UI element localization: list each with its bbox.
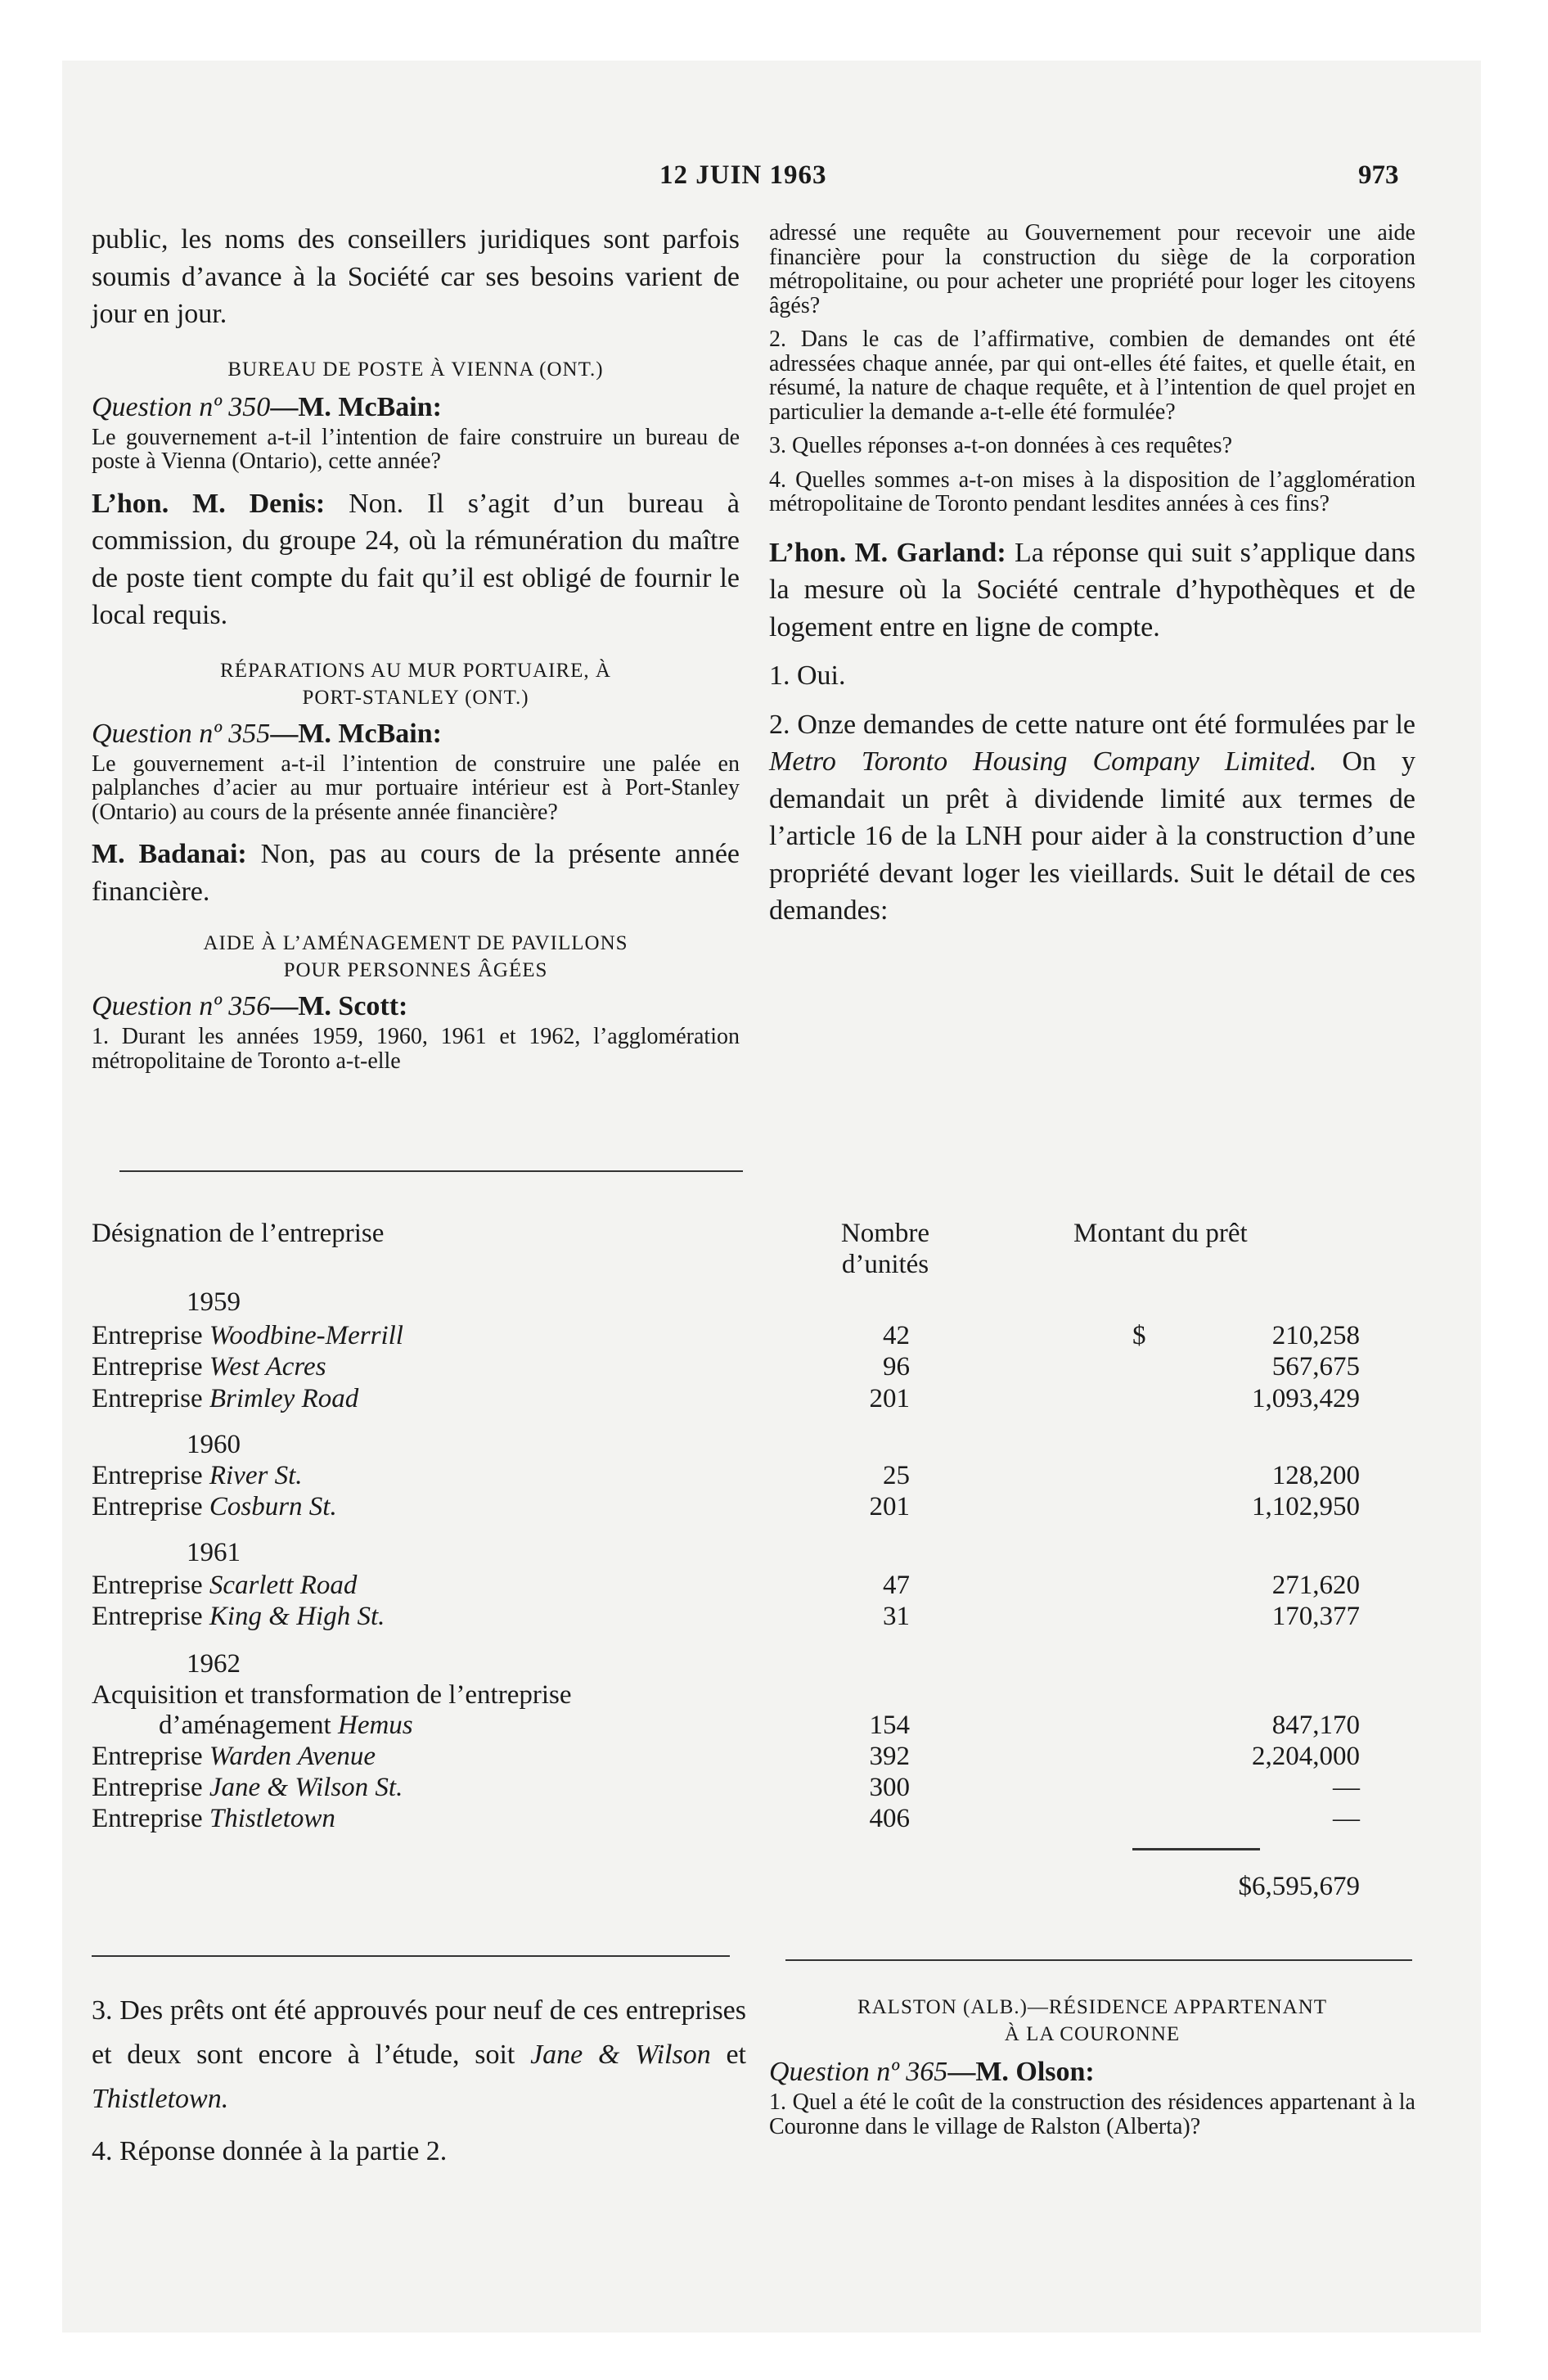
table-year: 1961 bbox=[187, 1538, 241, 1567]
table-row bbox=[92, 1491, 1401, 1522]
section-heading-aide-line1: AIDE À L’AMÉNAGEMENT DE PAVILLONS bbox=[203, 932, 628, 954]
table-end-rule-right bbox=[785, 1959, 1412, 1961]
section-heading-port-line2: PORT-STANLEY (ONT.) bbox=[302, 686, 529, 709]
question-350 bbox=[92, 390, 740, 426]
table-header-amount: Montant du prêt bbox=[1073, 1219, 1248, 1248]
question-350-text: Le gouvernement a-t-il l’intention de faire construire un bureau de poste à Vienna (Ontario), cette année? bbox=[92, 424, 740, 474]
table-cell-units: 42 bbox=[883, 1321, 910, 1350]
table-cell-units: 47 bbox=[883, 1571, 910, 1600]
question-356-part3: 3. Quelles réponses a-t-on données à ces requêtes? bbox=[769, 433, 1233, 458]
question-365-text: 1. Quel a été le coût de la construction des résidences appartenant à la Couronne dans le village de Ralston (Alberta)? bbox=[769, 2089, 1415, 2139]
bottom-right-block bbox=[769, 1994, 1415, 2139]
table-cell-amount: 2,204,000 bbox=[1252, 1742, 1360, 1771]
table-cell-amount: — bbox=[1333, 1804, 1360, 1833]
table-year-row bbox=[92, 1287, 1401, 1318]
right-column bbox=[769, 221, 1415, 930]
table-row bbox=[92, 1570, 1401, 1601]
page-number: 973 bbox=[1358, 160, 1399, 190]
table-cell-amount: 567,675 bbox=[1271, 1352, 1360, 1382]
section-heading-ralston-line1: RALSTON (ALB.)—RÉSIDENCE APPARTENANT bbox=[857, 1996, 1328, 2018]
table-total: $6,595,679 bbox=[1238, 1872, 1360, 1901]
answer-356 bbox=[769, 534, 1415, 647]
table-row bbox=[92, 1741, 1401, 1772]
table-cell-units: 406 bbox=[869, 1804, 910, 1833]
table-year-row bbox=[92, 1429, 1401, 1460]
table-cell-name: Entreprise Thistletown bbox=[92, 1804, 335, 1833]
column-end-rule bbox=[119, 1170, 743, 1172]
answer-356-part1: 1. Oui. bbox=[769, 660, 846, 691]
table-cell-name: Entreprise West Acres bbox=[92, 1352, 326, 1382]
table-cell-amount: 1,102,950 bbox=[1252, 1492, 1360, 1521]
total-rule bbox=[1132, 1848, 1260, 1850]
page-header-date: 12 JUIN 1963 bbox=[659, 160, 827, 190]
question-365 bbox=[769, 2054, 1415, 2090]
table-cell-dollar: $ bbox=[1132, 1321, 1146, 1350]
table-year: 1962 bbox=[187, 1649, 241, 1679]
table-row bbox=[92, 1679, 1401, 1711]
left-column bbox=[92, 221, 740, 1073]
table-row bbox=[92, 1772, 1401, 1803]
table-row bbox=[92, 1803, 1401, 1834]
answer-356-part3: 3. Des prêts ont été approuvés pour neuf de ces entreprises et deux sont encore à l’étude, soit Jane & Wilson et Thistletown. bbox=[92, 1995, 746, 2114]
table-cell-amount: 210,258 bbox=[1271, 1321, 1360, 1350]
answer-text: Non, pas au cours de la présente année financière. bbox=[92, 839, 740, 907]
answer-text: Non. Il s’agit d’un bureau à commission, du groupe 24, où la rémunération du maître de poste tient compte du fait qu’il est obligé de fournir le local requis. bbox=[92, 488, 740, 630]
table-cell-amount: 128,200 bbox=[1271, 1461, 1360, 1490]
question-mp: —M. Olson: bbox=[947, 2057, 1095, 2087]
table-row bbox=[92, 1320, 1401, 1351]
question-356-continued: adressé une requête au Gouvernement pour recevoir une aide financière pour la construction du siège de la corporation métropolitaine, ou pour acheter une propriété pour loger les citoyens âgés? bbox=[769, 220, 1415, 318]
question-mp: —M. Scott: bbox=[270, 991, 408, 1021]
company-name: Metro Toronto Housing Company Limited. bbox=[769, 746, 1317, 777]
answer-speaker: L’hon. M. Garland: bbox=[769, 537, 1006, 568]
question-number: Question nº 365 bbox=[769, 2057, 948, 2087]
answer-speaker: L’hon. M. Denis: bbox=[92, 488, 326, 519]
question-mp: —M. McBain: bbox=[270, 718, 442, 749]
intro-paragraph: public, les noms des conseillers juridiques sont parfois soumis d’avance à la Société car ses besoins varient de jour en jour. bbox=[92, 224, 740, 329]
table-header-name: Désignation de l’entreprise bbox=[92, 1219, 385, 1248]
table-cell-amount: — bbox=[1333, 1773, 1360, 1802]
table-cell-name: Entreprise Woodbine-Merrill bbox=[92, 1321, 403, 1350]
table-cell-amount: 271,620 bbox=[1271, 1571, 1360, 1600]
table-row bbox=[92, 1351, 1401, 1382]
table-row bbox=[92, 1460, 1401, 1491]
table-cell-units: 31 bbox=[883, 1602, 910, 1631]
table-cell-name: Entreprise Scarlett Road bbox=[92, 1571, 358, 1600]
answer-355 bbox=[92, 836, 740, 910]
table-cell-units: 201 bbox=[869, 1492, 910, 1521]
answer-text: La réponse qui suit s’applique dans la mesure où la Société centrale d’hypothèques et de logement entre en ligne de compte. bbox=[769, 537, 1415, 642]
question-356-part2: 2. Dans le cas de l’affirmative, combien de demandes ont été adressées chaque année, par qui ont-elles été faites, et quelle était, en résumé, la nature de chaque requête, et à l’intention de quel projet en particulier la demande a-t-elle été formulée? bbox=[769, 327, 1415, 425]
table-cell-name: Entreprise Cosburn St. bbox=[92, 1492, 337, 1521]
table-header-units: Nombre d’unités bbox=[840, 1219, 930, 1279]
question-356-part4: 4. Quelles sommes a-t-on mises à la disposition de l’agglomération métropolitaine de Toronto pendant lesdites années à ces fins? bbox=[769, 467, 1415, 516]
answer-356-part4: 4. Réponse donnée à la partie 2. bbox=[92, 2136, 448, 2166]
table-cell-name: Entreprise Brimley Road bbox=[92, 1384, 359, 1413]
table-row bbox=[92, 1383, 1401, 1414]
table-year: 1959 bbox=[187, 1287, 241, 1317]
section-heading-ralston-line2: À LA COURONNE bbox=[1004, 2023, 1181, 2045]
table-year-row bbox=[92, 1537, 1401, 1568]
table-year: 1960 bbox=[187, 1430, 241, 1459]
table-cell-amount: 170,377 bbox=[1271, 1602, 1360, 1631]
table-cell-units: 201 bbox=[869, 1384, 910, 1413]
answer-356-part2: 2. Onze demandes de cette nature ont été formulées par le Metro Toronto Housing Company Limited. On y demandait un prêt à dividende limité aux termes de l’article 16 de la LNH pour aider à la construction d’une propriété devant loger les vieillards. Suit le détail de ces demandes: bbox=[769, 709, 1416, 926]
question-number: Question nº 356 bbox=[92, 991, 271, 1021]
answer-350 bbox=[92, 485, 740, 634]
section-heading-aide-line2: POUR PERSONNES ÂGÉES bbox=[283, 959, 548, 981]
question-356 bbox=[92, 989, 740, 1025]
question-355-text: Le gouvernement a-t-il l’intention de construire une palée en palplanches d’acier au mur portuaire intérieur est à Port-Stanley (Ontario) au cours de la présente année financière? bbox=[92, 751, 740, 825]
table-cell-name: Entreprise River St. bbox=[92, 1461, 303, 1490]
section-heading-port-line1: RÉPARATIONS AU MUR PORTUAIRE, À bbox=[220, 659, 611, 682]
table-cell-units: 25 bbox=[883, 1461, 910, 1490]
question-mp: —M. McBain: bbox=[270, 391, 442, 422]
answer-speaker: M. Badanai: bbox=[92, 839, 247, 869]
table-cell-units: 96 bbox=[883, 1352, 910, 1382]
question-number: Question nº 350 bbox=[92, 391, 271, 422]
table-total-row bbox=[92, 1871, 1401, 1902]
table-row bbox=[92, 1601, 1401, 1632]
table-cell-name: Acquisition et transformation de l’entreprise bbox=[92, 1680, 572, 1710]
table-cell-name: Entreprise King & High St. bbox=[92, 1602, 385, 1631]
bottom-left-block bbox=[92, 1989, 746, 2170]
table-row bbox=[92, 1710, 1401, 1741]
table-year-row bbox=[92, 1648, 1401, 1679]
table-cell-name: Entreprise Jane & Wilson St. bbox=[92, 1773, 403, 1802]
table-cell-name: d’aménagement Hemus bbox=[159, 1711, 413, 1740]
table-cell-units: 392 bbox=[869, 1742, 910, 1771]
table-cell-units: 154 bbox=[869, 1711, 910, 1740]
table-cell-units: 300 bbox=[869, 1773, 910, 1802]
table-cell-amount: 847,170 bbox=[1271, 1711, 1360, 1740]
table-end-rule-left bbox=[92, 1955, 730, 1957]
question-number: Question nº 355 bbox=[92, 718, 271, 749]
table-cell-name: Entreprise Warden Avenue bbox=[92, 1742, 376, 1771]
question-356-text: 1. Durant les années 1959, 1960, 1961 et 1962, l’agglomération métropolitaine de Toronto a-t-elle bbox=[92, 1024, 740, 1074]
question-355 bbox=[92, 716, 740, 752]
section-heading-vienna: BUREAU DE POSTE À VIENNA (ONT.) bbox=[227, 358, 604, 381]
table-cell-amount: 1,093,429 bbox=[1252, 1384, 1360, 1413]
